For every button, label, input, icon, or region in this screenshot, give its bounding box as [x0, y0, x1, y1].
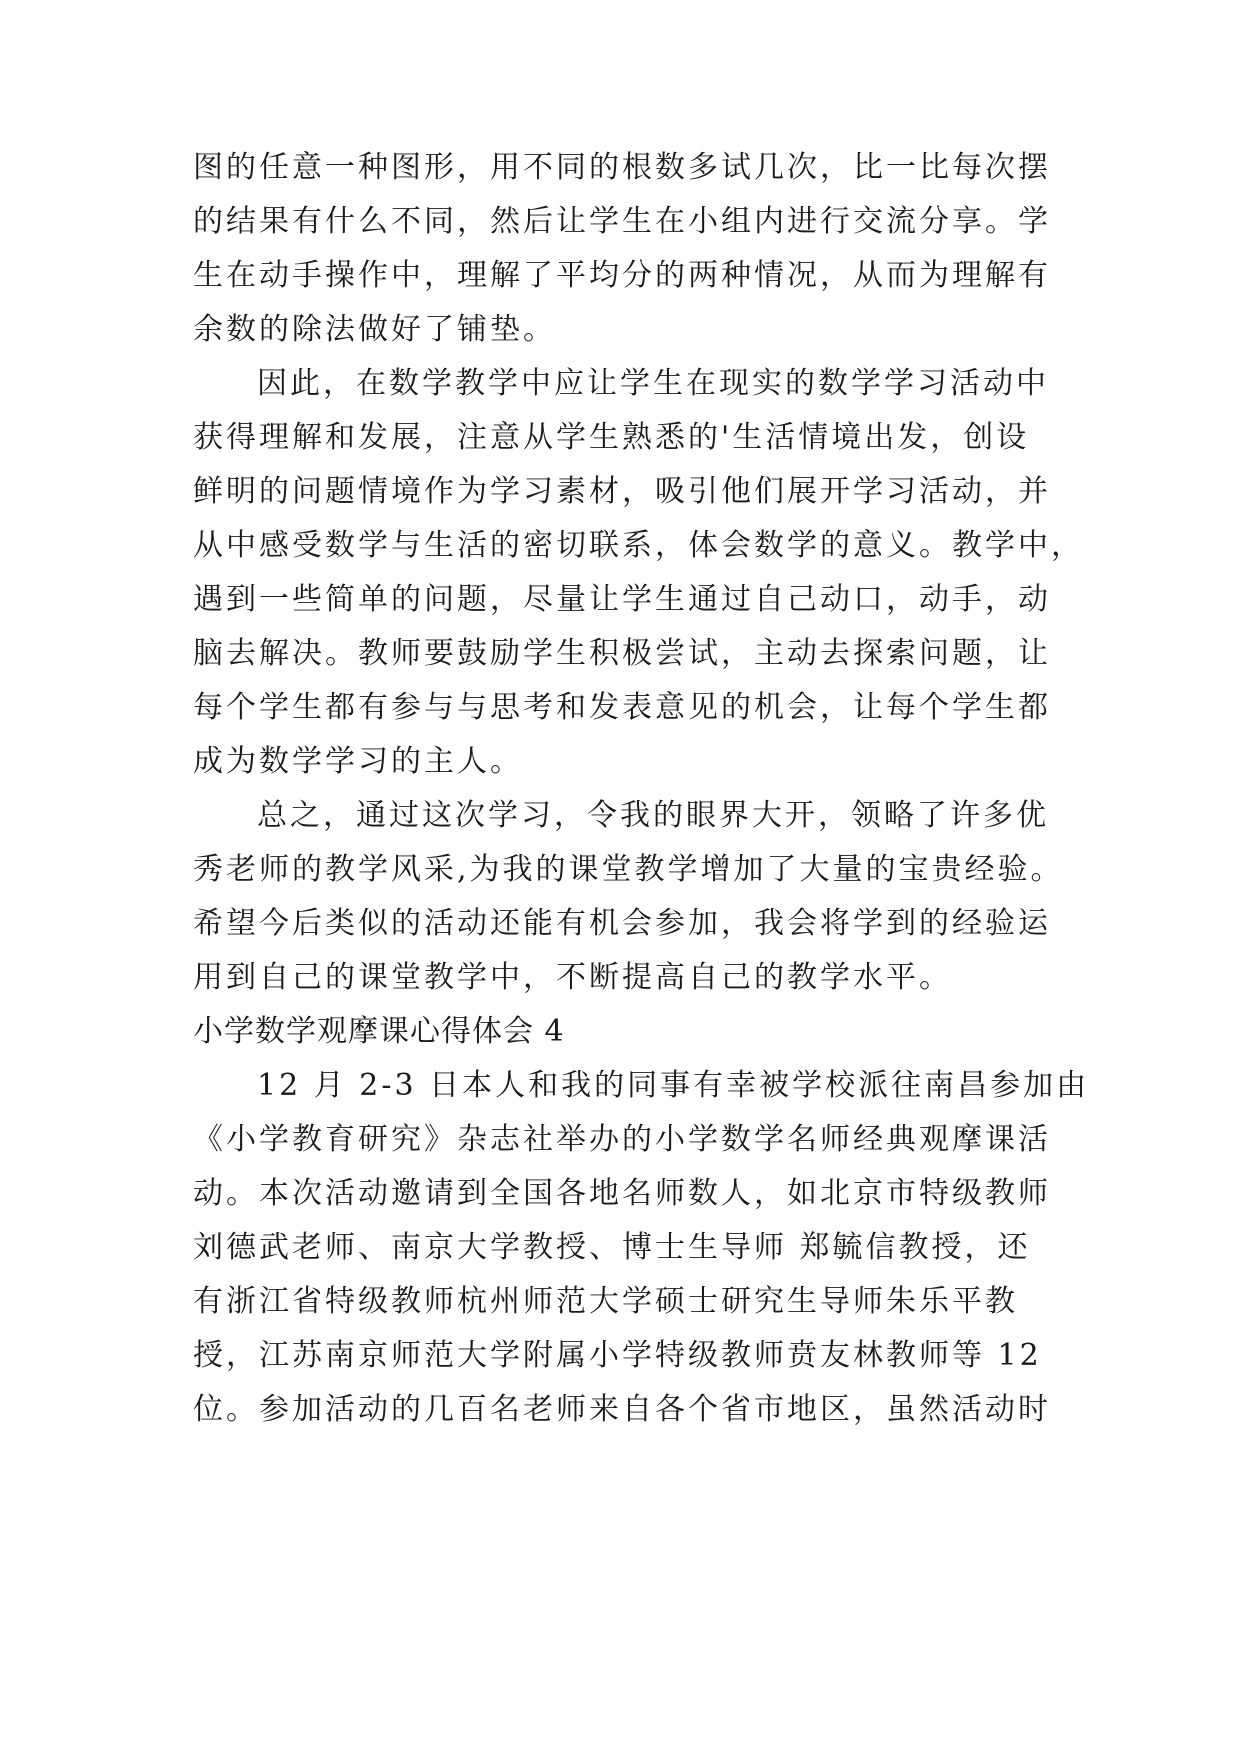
- paragraph-3-line: 总之，通过这次学习，令我的眼界大开，领略了许多优: [257, 798, 1049, 833]
- paragraph-2-line: 脑去解决。教师要鼓励学生积极尝试，主动去探索问题，让: [193, 636, 1051, 671]
- paragraph-2-line: 遇到一些简单的问题，尽量让学生通过自己动口，动手，动: [193, 582, 1051, 617]
- paragraph-2-line: 因此，在数学教学中应让学生在现实的数学学习活动中: [257, 366, 1049, 401]
- section-paragraph-line: 《小学教育研究》杂志社举办的小学数学名师经典观摩课活: [193, 1122, 1051, 1157]
- document-body: [193, 141, 1090, 1437]
- paragraph-3-line: 秀老师的教学风采,为我的课堂教学增加了大量的宝贵经验。: [193, 852, 1064, 887]
- section-paragraph-line: 位。参加活动的几百名老师来自各个省市地区，虽然活动时: [193, 1392, 1051, 1427]
- paragraph-2-line: 每个学生都有参与与思考和发表意见的机会，让每个学生都: [193, 690, 1051, 725]
- section-paragraph-line: 动。本次活动邀请到全国各地名师数人，如北京市特级教师: [193, 1176, 1051, 1211]
- paragraph-1-line: 的结果有什么不同，然后让学生在小组内进行交流分享。学: [193, 204, 1051, 239]
- paragraph-1-line: 图的任意一种图形，用不同的根数多试几次，比一比每次摆: [193, 150, 1051, 185]
- section-paragraph-line: 刘德武老师、南京大学教授、博士生导师 郑毓信教授，还: [193, 1230, 1031, 1265]
- section-paragraph-line: 授，江苏南京师范大学附属小学特级教师贲友林教师等 12: [193, 1338, 1042, 1373]
- paragraph-1-line: 生在动手操作中，理解了平均分的两种情况，从而为理解有: [193, 258, 1051, 293]
- paragraph-3-line: 用到自己的课堂教学中，不断提高自己的教学水平。: [193, 960, 952, 995]
- paragraph-1-line: 余数的除法做好了铺垫。: [193, 312, 556, 347]
- section-paragraph-line: 有浙江省特级教师杭州师范大学硕士研究生导师朱乐平教: [193, 1284, 1018, 1319]
- section-heading: 小学数学观摩课心得体会 4: [193, 1014, 565, 1049]
- paragraph-2-line: 从中感受数学与生活的密切联系，体会数学的意义。教学中，: [193, 528, 1084, 563]
- paragraph-2-line: 鲜明的问题情境作为学习素材，吸引他们展开学习活动，并: [193, 474, 1051, 509]
- paragraph-3-line: 希望今后类似的活动还能有机会参加，我会将学到的经验运: [193, 906, 1051, 941]
- section-paragraph-line: 12 月 2-3 日本人和我的同事有幸被学校派往南昌参加由: [257, 1068, 1090, 1103]
- paragraph-2-line: 获得理解和发展，注意从学生熟悉的'生活情境出发，创设: [193, 420, 1030, 455]
- paragraph-2-line: 成为数学学习的主人。: [193, 744, 523, 779]
